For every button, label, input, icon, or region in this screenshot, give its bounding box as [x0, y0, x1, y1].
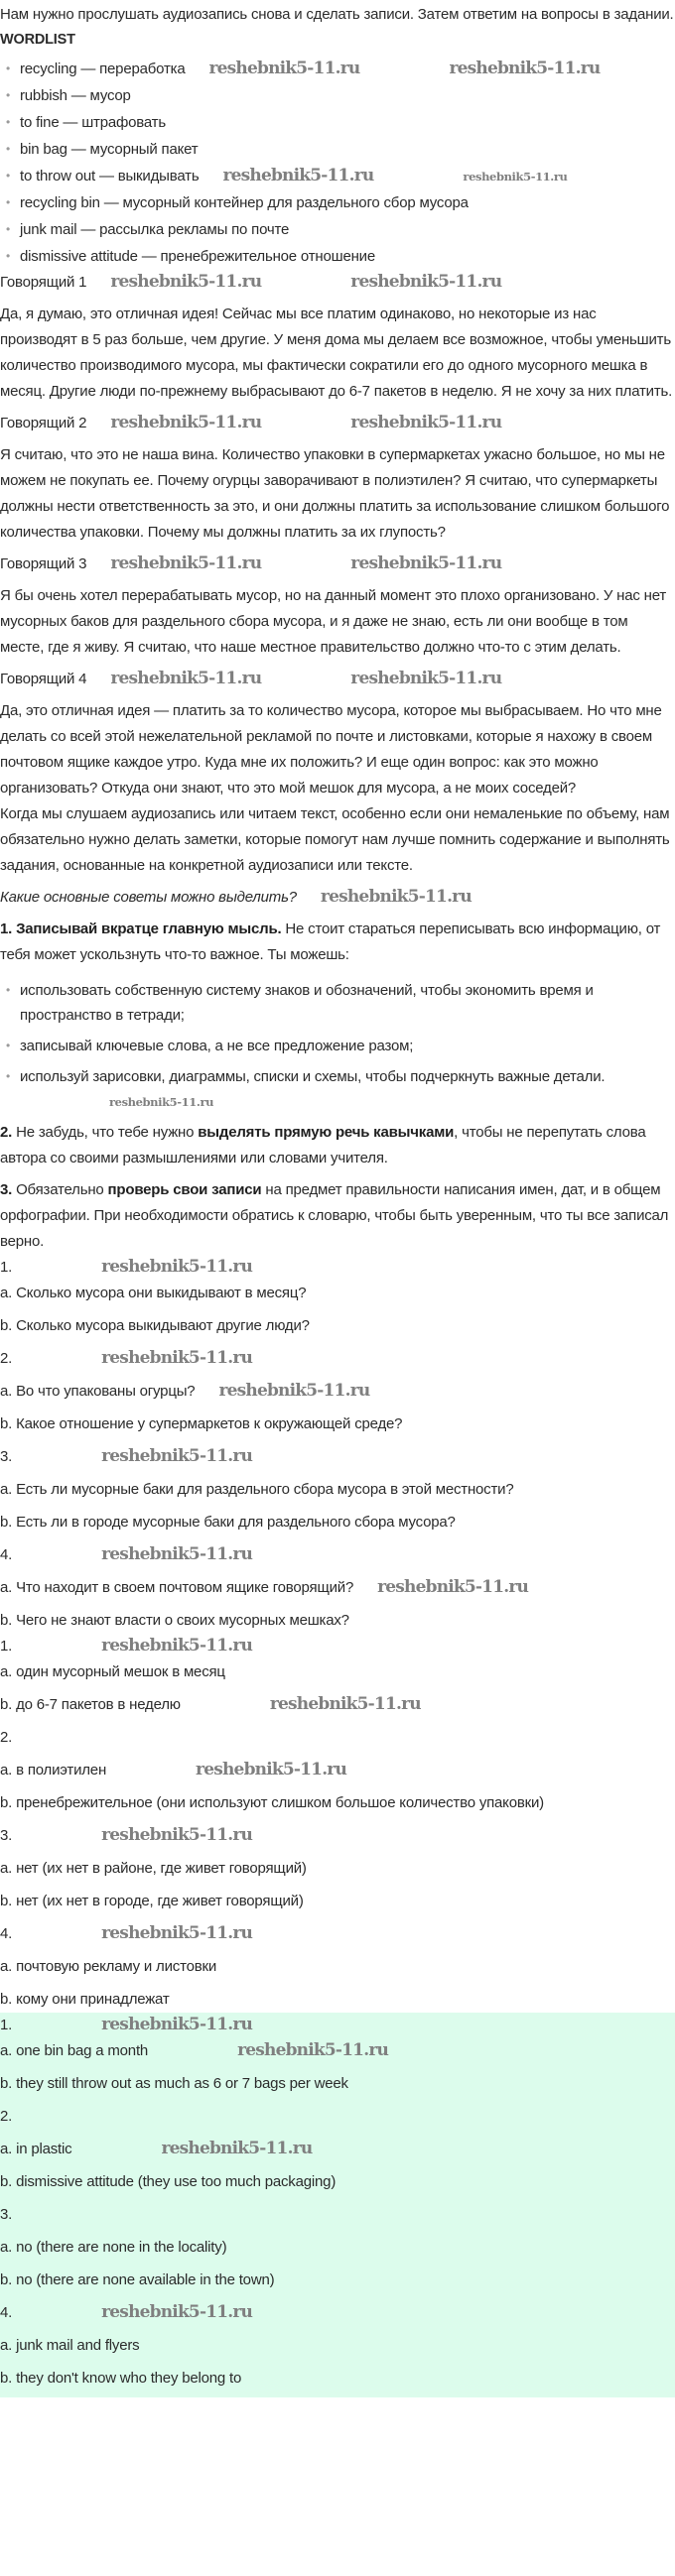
answer-number-row: [0, 1823, 675, 1849]
speaker-label-row: [0, 270, 675, 296]
answers-english: [0, 2013, 675, 2397]
answer-a-row: [0, 1758, 675, 1783]
answer-number-row: [0, 1921, 675, 1947]
tip-bold: Записывай вкратце главную мысль.: [16, 920, 282, 937]
answer-number: 4.: [0, 2304, 13, 2321]
wordlist-item-text: to throw out — выкидывать: [20, 168, 200, 184]
watermark: reshebnik5-11.ru: [269, 1694, 421, 1714]
answer-b: b. they still throw out as much as 6 or 7 bags per week: [0, 2075, 348, 2092]
watermark: reshebnik5-11.ru: [449, 59, 601, 78]
answer-b: b. пренебрежительное (они используют слишком большое количество упаковки): [0, 1794, 544, 1811]
watermark: reshebnik5-11.ru: [218, 1381, 370, 1401]
speaker-label-row: [0, 667, 675, 692]
question-number-row: [0, 1346, 675, 1372]
watermark: reshebnik5-11.ru: [350, 272, 502, 292]
wordlist-title: WORDLIST: [0, 32, 75, 48]
answer-b: b. no (there are none available in the town): [0, 2271, 275, 2288]
watermark: reshebnik5-11.ru: [161, 2139, 313, 2158]
wordlist-item: • junk mail — рассылка рекламы по почте: [20, 216, 675, 243]
speaker-label-row: [0, 411, 675, 436]
speaker-text: Я считаю, что это не наша вина. Количество упаковки в супермаркетах ужасно большое, но мы не можем не покупать ее. Почему огурцы заворачивают в полиэтилен? Я считаю, что супермаркеты должны нести ответственность за это, и они должны платить за использование слишком большого количества упаковки. Почему мы должны платить за их глупость?: [0, 446, 670, 541]
speaker-label: Говорящий 1: [0, 274, 87, 291]
watermark: reshebnik5-11.ru: [109, 1095, 214, 1109]
tip-number: 3.: [0, 1181, 13, 1198]
watermark: reshebnik5-11.ru: [101, 1544, 253, 1564]
tip-item: • записывай ключевые слова, а не все предложение разом;: [20, 1034, 675, 1058]
watermark: reshebnik5-11.ru: [463, 170, 568, 184]
speaker-text: Да, я думаю, это отличная идея! Сейчас мы все платим одинаково, но некоторые из нас производят в 5 раз больше, чем другие. У меня дома мы делаем все возможное, чтобы уменьшить количество производимого мусора, мы фактически сократили его до одного мусорного мешка в месяц. Другие люди по-прежнему выбрасывают до 6-7 пакетов в неделю. Я не хочу за них платить.: [0, 306, 673, 400]
watermark: reshebnik5-11.ru: [101, 1923, 253, 1943]
watermark: reshebnik5-11.ru: [101, 1825, 253, 1845]
question-b: b. Есть ли в городе мусорные баки для раздельного сбора мусора?: [0, 1514, 456, 1531]
answer-b: b. до 6-7 пакетов в неделю: [0, 1696, 181, 1713]
answer-a: a. junk mail and flyers: [0, 2337, 140, 2354]
answer-b: b. кому они принадлежат: [0, 1991, 170, 2008]
answer-number: 1.: [0, 2017, 13, 2033]
question-number-row: [0, 1444, 675, 1470]
watermark: reshebnik5-11.ru: [110, 272, 262, 292]
wordlist-item: • to fine — штрафовать: [20, 109, 675, 136]
watermark: reshebnik5-11.ru: [110, 669, 262, 688]
watermark: reshebnik5-11.ru: [110, 553, 262, 573]
watermark: reshebnik5-11.ru: [222, 166, 374, 185]
answer-number-row: [0, 1634, 675, 1659]
watermark: reshebnik5-11.ru: [101, 2015, 253, 2034]
tip-item: [20, 1064, 675, 1114]
question-b: b. Чего не знают власти о своих мусорных мешках?: [0, 1612, 349, 1629]
answer-a: a. one bin bag a month: [0, 2042, 149, 2059]
speaker-text: Я бы очень хотел перерабатывать мусор, но на данный момент это плохо организовано. У нас нет мусорных баков для раздельного сбора мусора, и я даже не знаю, есть ли они вообще в том месте, где я живу. Я считаю, что наше местное правительство должно что-то с этим делать.: [0, 587, 667, 656]
answer-a-row: [0, 2038, 675, 2064]
tip-bold: выделять прямую речь кавычками: [198, 1124, 455, 1141]
notes-paragraph: Когда мы слушаем аудиозапись или читаем текст, особенно если они немаленькие по объему, нам обязательно нужно делать заметки, которые помогут нам лучше помнить содержание и выполнять задания, основанные на конкретной аудиозаписи или тексте.: [0, 805, 670, 874]
watermark: reshebnik5-11.ru: [350, 553, 502, 573]
watermark: reshebnik5-11.ru: [350, 669, 502, 688]
tip-text: на предмет правильности написания имен, дат, и в общем орфографии. При необходимости обратись к словарю, чтобы быть уверенным, что ты все записал верно.: [0, 1181, 669, 1250]
answer-number-row: [0, 2013, 675, 2038]
watermark: reshebnik5-11.ru: [196, 1760, 347, 1779]
question-a: a. Сколько мусора они выкидывают в месяц?: [0, 1285, 307, 1301]
watermark: reshebnik5-11.ru: [350, 413, 502, 432]
tip-text: Обязательно: [12, 1181, 108, 1198]
tip-text: , чтобы не перепутать слова автора со своими размышлениями или словами учителя.: [0, 1124, 646, 1166]
question-number-row: [0, 1542, 675, 1568]
answer-number: 2.: [0, 1729, 13, 1746]
answer-b: b. dismissive attitude (they use too much packaging): [0, 2173, 337, 2190]
wordlist: [0, 56, 675, 270]
answer-a: a. в полиэтилен: [0, 1762, 107, 1779]
answer-b: b. нет (их нет в городе, где живет говорящий): [0, 1893, 304, 1909]
question-number: 1.: [0, 1259, 13, 1276]
question-a: a. Что находит в своем почтовом ящике говорящий?: [0, 1579, 354, 1596]
wordlist-item-text: recycling — переработка: [20, 61, 186, 77]
answer-number: 1.: [0, 1638, 13, 1655]
watermark: reshebnik5-11.ru: [101, 1636, 253, 1656]
tip-number: 2.: [0, 1124, 13, 1141]
wordlist-item: • recycling bin — мусорный контейнер для раздельного сбор мусора: [20, 189, 675, 216]
tip-item: • использовать собственную систему знаков и обозначений, чтобы экономить время и пространство в тетради;: [20, 978, 675, 1028]
wordlist-item: • bin bag — мусорный пакет: [20, 136, 675, 163]
question-a-row: [0, 1379, 675, 1405]
answer-a: a. почтовую рекламу и листовки: [0, 1958, 217, 1975]
tip-bold: проверь свои записи: [107, 1181, 262, 1198]
intro-text: Нам нужно прослушать аудиозапись снова и сделать записи. Затем ответим на вопросы в задании.: [0, 6, 674, 23]
watermark: reshebnik5-11.ru: [101, 1446, 253, 1466]
answer-number-row: [0, 2300, 675, 2326]
wordlist-item: • rubbish — мусор: [20, 82, 675, 109]
answer-a: a. один мусорный мешок в месяц: [0, 1663, 225, 1680]
question-a: a. Есть ли мусорные баки для раздельного сбора мусора в этой местности?: [0, 1481, 514, 1498]
wordlist-item: [20, 56, 675, 82]
watermark: reshebnik5-11.ru: [208, 59, 360, 78]
watermark: reshebnik5-11.ru: [101, 1257, 253, 1277]
wordlist-item: [20, 163, 675, 189]
tip-text: Не стоит стараться переписывать всю информацию, от тебя может ускользнуть что-то важное. Ты можешь:: [0, 920, 661, 963]
watermark: reshebnik5-11.ru: [101, 2302, 253, 2322]
watermark: reshebnik5-11.ru: [237, 2040, 389, 2060]
tip-2: [0, 1120, 675, 1171]
answer-a: a. in plastic: [0, 2141, 72, 2157]
question-number: 2.: [0, 1350, 13, 1367]
question-a: a. Во что упакованы огурцы?: [0, 1383, 196, 1400]
question-a-row: [0, 1575, 675, 1601]
question-number: 3.: [0, 1448, 13, 1465]
speaker-text: Да, это отличная идея — платить за то количество мусора, которое мы выбрасываем. Но что мне делать со всей этой нежелательной рекламой по почте и листовками, которые я нахожу в своем почтовом ящике каждое утро. Куда мне их положить? И еще один вопрос: как это можно организовать? Откуда они знают, что это мой мешок для мусора, а не моих соседей?: [0, 702, 662, 797]
tips-question: Какие основные советы можно выделить?: [0, 889, 297, 906]
answer-a: a. нет (их нет в районе, где живет говорящий): [0, 1860, 307, 1877]
questions: [0, 1255, 675, 1634]
tips-question-row: [0, 885, 675, 911]
answer-a-row: [0, 2137, 675, 2162]
tip-1-list: [0, 978, 675, 1114]
watermark: reshebnik5-11.ru: [377, 1577, 529, 1597]
speaker-label: Говорящий 3: [0, 555, 87, 572]
tip-1: [0, 917, 675, 968]
question-number: 4.: [0, 1546, 13, 1563]
tip-text: Не забудь, что тебе нужно: [12, 1124, 199, 1141]
answer-number: 4.: [0, 1925, 13, 1942]
answer-number: 3.: [0, 1827, 13, 1844]
answer-number: 3.: [0, 2206, 13, 2223]
wordlist-item: • dismissive attitude — пренебрежительное отношение: [20, 243, 675, 270]
watermark: reshebnik5-11.ru: [110, 413, 262, 432]
tip-number: 1.: [0, 920, 13, 937]
answer-a: a. no (there are none in the locality): [0, 2239, 227, 2256]
speaker-label-row: [0, 552, 675, 577]
tip-3: [0, 1177, 675, 1255]
tip-item-text: используй зарисовки, диаграммы, списки и схемы, чтобы подчеркнуть важные детали.: [20, 1068, 606, 1085]
question-b: b. Сколько мусора выкидывают другие люди?: [0, 1317, 310, 1334]
answer-number: 2.: [0, 2108, 13, 2125]
answer-b: b. they don't know who they belong to: [0, 2370, 242, 2387]
answers-russian: [0, 1634, 675, 2013]
speaker-label: Говорящий 4: [0, 671, 87, 687]
answer-b-row: [0, 1692, 675, 1718]
watermark: reshebnik5-11.ru: [320, 887, 472, 907]
speaker-label: Говорящий 2: [0, 415, 87, 431]
question-b: b. Какое отношение у супермаркетов к окружающей среде?: [0, 1415, 403, 1432]
question-number-row: [0, 1255, 675, 1281]
watermark: reshebnik5-11.ru: [101, 1348, 253, 1368]
